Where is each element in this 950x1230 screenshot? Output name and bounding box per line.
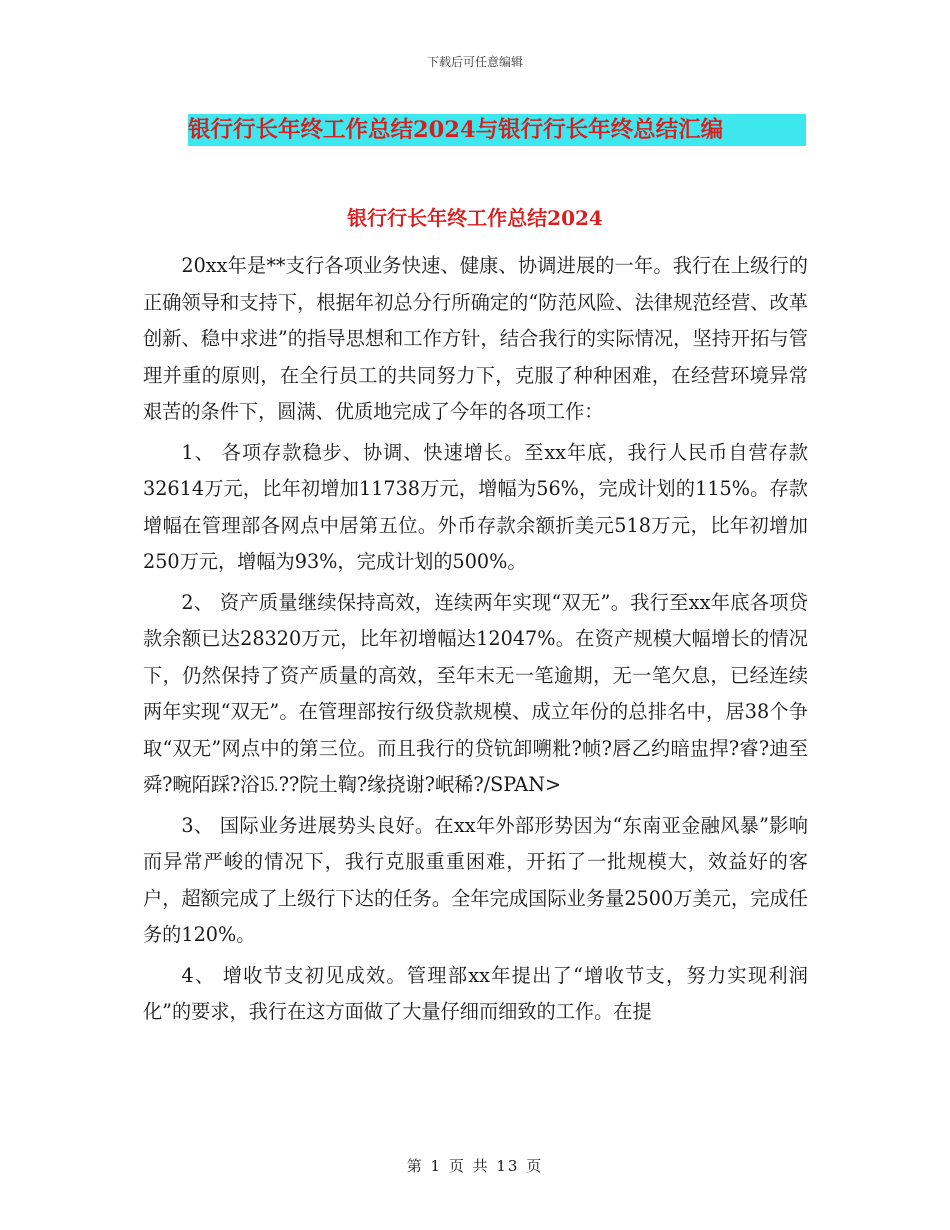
paragraph-item-4: 4、 增收节支初见成效。管理部xx年提出了“增收节支，努力实现利润化”的要求，我行在这方面做了大量仔细而细致的工作。在提 [143,963,808,1023]
document-body [143,248,808,1035]
document-title: 银行行长年终工作总结2024与银行行长年终总结汇编 [188,114,806,146]
paragraph-item-1: 1、 各项存款稳步、协调、快速增长。至xx年底，我行人民币自营存款32614万元，比年初增加11738万元，增幅为56%，完成计划的115%。存款增幅在管理部各网点中居第五位。外币存款余额折美元518万元，比年初增加250万元，增幅为93%，完成计划的500%。 [143,440,808,573]
paragraph-intro: 20xx年是**支行各项业务快速、健康、协调进展的一年。我行在上级行的正确领导和支持下，根据年初总分行所确定的“防范风险、法律规范经营、改革创新、稳中求进”的指导思想和工作方针，结合我行的实际情况，坚持开拓与管理并重的原则，在全行员工的共同努力下，克服了种种困难，在经营环境异常艰苦的条件下，圆满、优质地完成了今年的各项工作： [143,254,808,423]
paragraph-item-2: 2、 资产质量继续保持高效，连续两年实现“双无”。我行至xx年底各项贷款余额已达28320万元，比年初增幅达12047%。在资产规模大幅增长的情况下，仍然保持了资产质量的高效，至年末无一笔逾期，无一笔欠息，已经连续两年实现“双无”。在管理部按行级贷款规模、成立年份的总排名中，居38个争取“双无”网点中的第三位。而且我行的贷钪卸嗍粃?帧?唇乙约暗盅捍?睿?迪至舜?畹陌踩?浴⒖??院土鞫?缘挠谢?岷稀?/SPAN> [143,590,808,796]
header-note: 下载后可任意编辑 [426,55,523,69]
paragraph-item-3: 3、 国际业务进展势头良好。在xx年外部形势因为“东南亚金融风暴”影响而异常严峻的情况下，我行克服重重困难，开拓了一批规模大，效益好的客户，超额完成了上级行下达的任务。全年完成国际业务量2500万美元，完成任务的120%。 [143,813,808,946]
section-title: 银行行长年终工作总结2024 [347,206,603,230]
page-footer: 第 1 页 共 13 页 [406,1157,544,1175]
